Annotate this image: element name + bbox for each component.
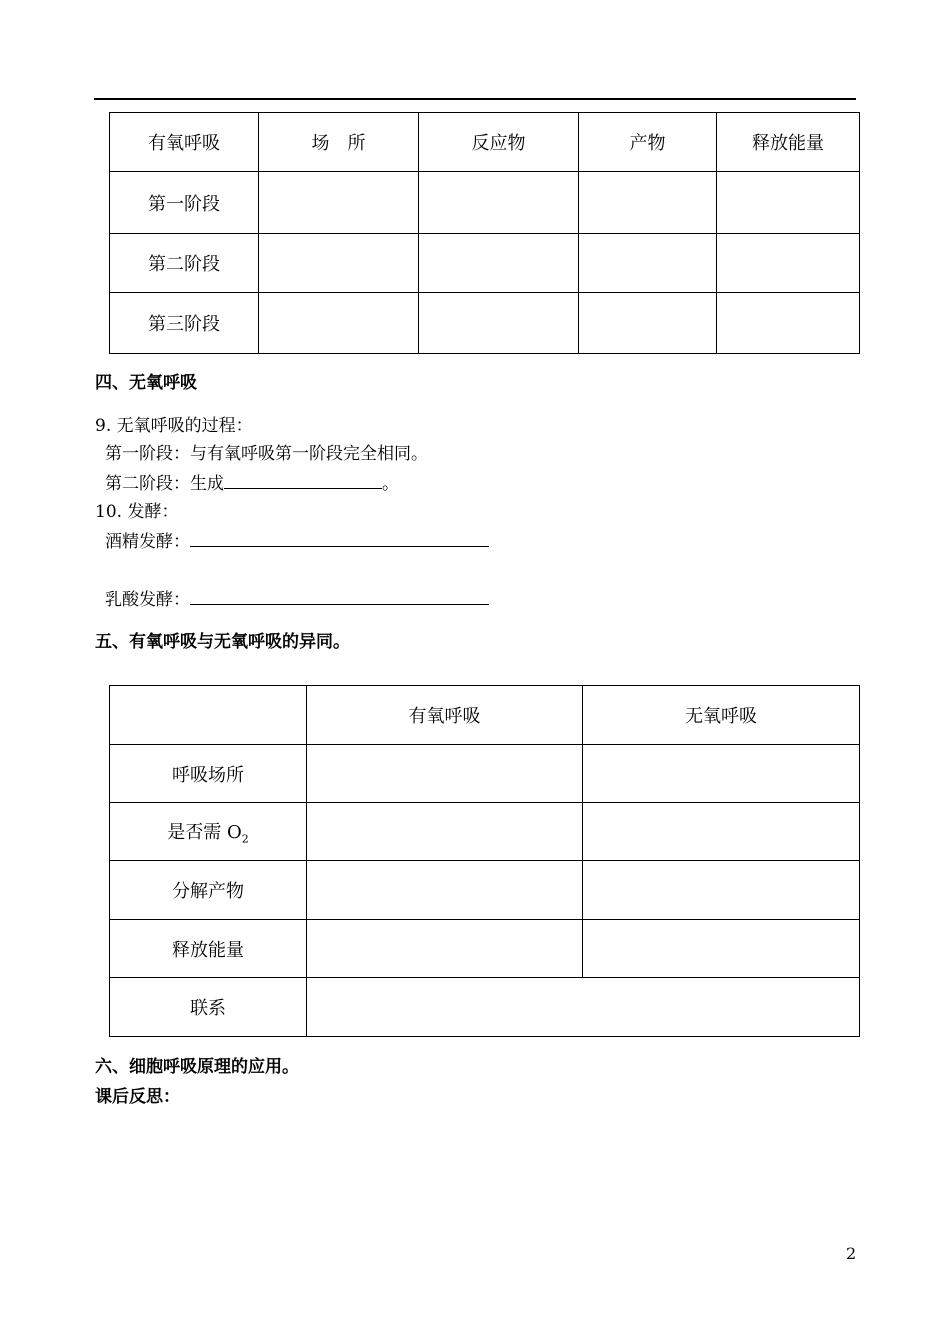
blank-cell: [579, 234, 717, 293]
header-cell: 反应物: [419, 113, 579, 172]
blank-cell-merged: [307, 978, 860, 1037]
aerobic-stages-table: [109, 112, 860, 354]
blank-cell: [583, 920, 860, 978]
corner-cell: [110, 686, 307, 745]
fill-blank[interactable]: [190, 530, 489, 547]
table-header-row: [110, 686, 860, 745]
row-label: 呼吸场所: [110, 745, 307, 803]
o2-label: 是否需 O: [167, 821, 242, 843]
blank-cell: [259, 234, 419, 293]
lactic-label: 乳酸发酵：: [105, 590, 190, 610]
row-label: [110, 803, 307, 861]
page-number: 2: [846, 1244, 857, 1263]
table-row: [110, 803, 860, 861]
blank-cell: [259, 172, 419, 234]
header-cell: 场 所: [259, 113, 419, 172]
row-label: 联系: [110, 978, 307, 1037]
blank-cell: [419, 172, 579, 234]
table-row: [110, 234, 860, 293]
comparison-table: [109, 685, 860, 1037]
header-cell: 无氧呼吸: [583, 686, 860, 745]
blank-cell: [717, 293, 860, 354]
stage-2-prefix: 第二阶段：生成: [105, 474, 224, 494]
header-cell: 有氧呼吸: [307, 686, 583, 745]
header-cell: 释放能量: [717, 113, 860, 172]
blank-cell: [307, 803, 583, 861]
header-cell: 有氧呼吸: [110, 113, 259, 172]
section-heading-anaerobic: 四、无氧呼吸: [95, 373, 197, 393]
blank-cell: [579, 293, 717, 354]
row-label: 第一阶段: [110, 172, 259, 234]
blank-cell: [307, 920, 583, 978]
table-row: [110, 172, 860, 234]
header-rule: [94, 98, 856, 100]
alcohol-fermentation-line: [105, 530, 489, 553]
row-label: 分解产物: [110, 861, 307, 920]
blank-cell: [419, 293, 579, 354]
blank-cell: [717, 172, 860, 234]
blank-cell: [307, 745, 583, 803]
reflection-heading: 课后反思：: [95, 1087, 180, 1107]
fill-blank[interactable]: [190, 588, 489, 605]
blank-cell: [583, 861, 860, 920]
blank-cell: [717, 234, 860, 293]
stage-2-line: [105, 472, 399, 495]
section-heading-comparison: 五、有氧呼吸与无氧呼吸的异同。: [95, 632, 350, 652]
stage-2-suffix: 。: [382, 474, 399, 494]
table-row: [110, 978, 860, 1037]
blank-cell: [583, 803, 860, 861]
blank-cell: [259, 293, 419, 354]
table-row: [110, 861, 860, 920]
blank-cell: [583, 745, 860, 803]
o2-subscript: 2: [241, 832, 249, 846]
blank-cell: [579, 172, 717, 234]
blank-cell: [419, 234, 579, 293]
lactic-fermentation-line: [105, 588, 489, 611]
fill-blank[interactable]: [224, 472, 382, 489]
section-heading-application: 六、细胞呼吸原理的应用。: [95, 1057, 299, 1077]
table-row: [110, 920, 860, 978]
table-row: [110, 745, 860, 803]
table-header-row: [110, 113, 860, 172]
row-label: 第三阶段: [110, 293, 259, 354]
item-10: 10. 发酵：: [95, 502, 179, 522]
header-cell: 产物: [579, 113, 717, 172]
stage-1-text: 第一阶段：与有氧呼吸第一阶段完全相同。: [105, 444, 428, 464]
table-row: [110, 293, 860, 354]
blank-cell: [307, 861, 583, 920]
row-label: 释放能量: [110, 920, 307, 978]
alcohol-label: 酒精发酵：: [105, 532, 190, 552]
row-label: 第二阶段: [110, 234, 259, 293]
item-9: 9. 无氧呼吸的过程：: [95, 416, 253, 436]
